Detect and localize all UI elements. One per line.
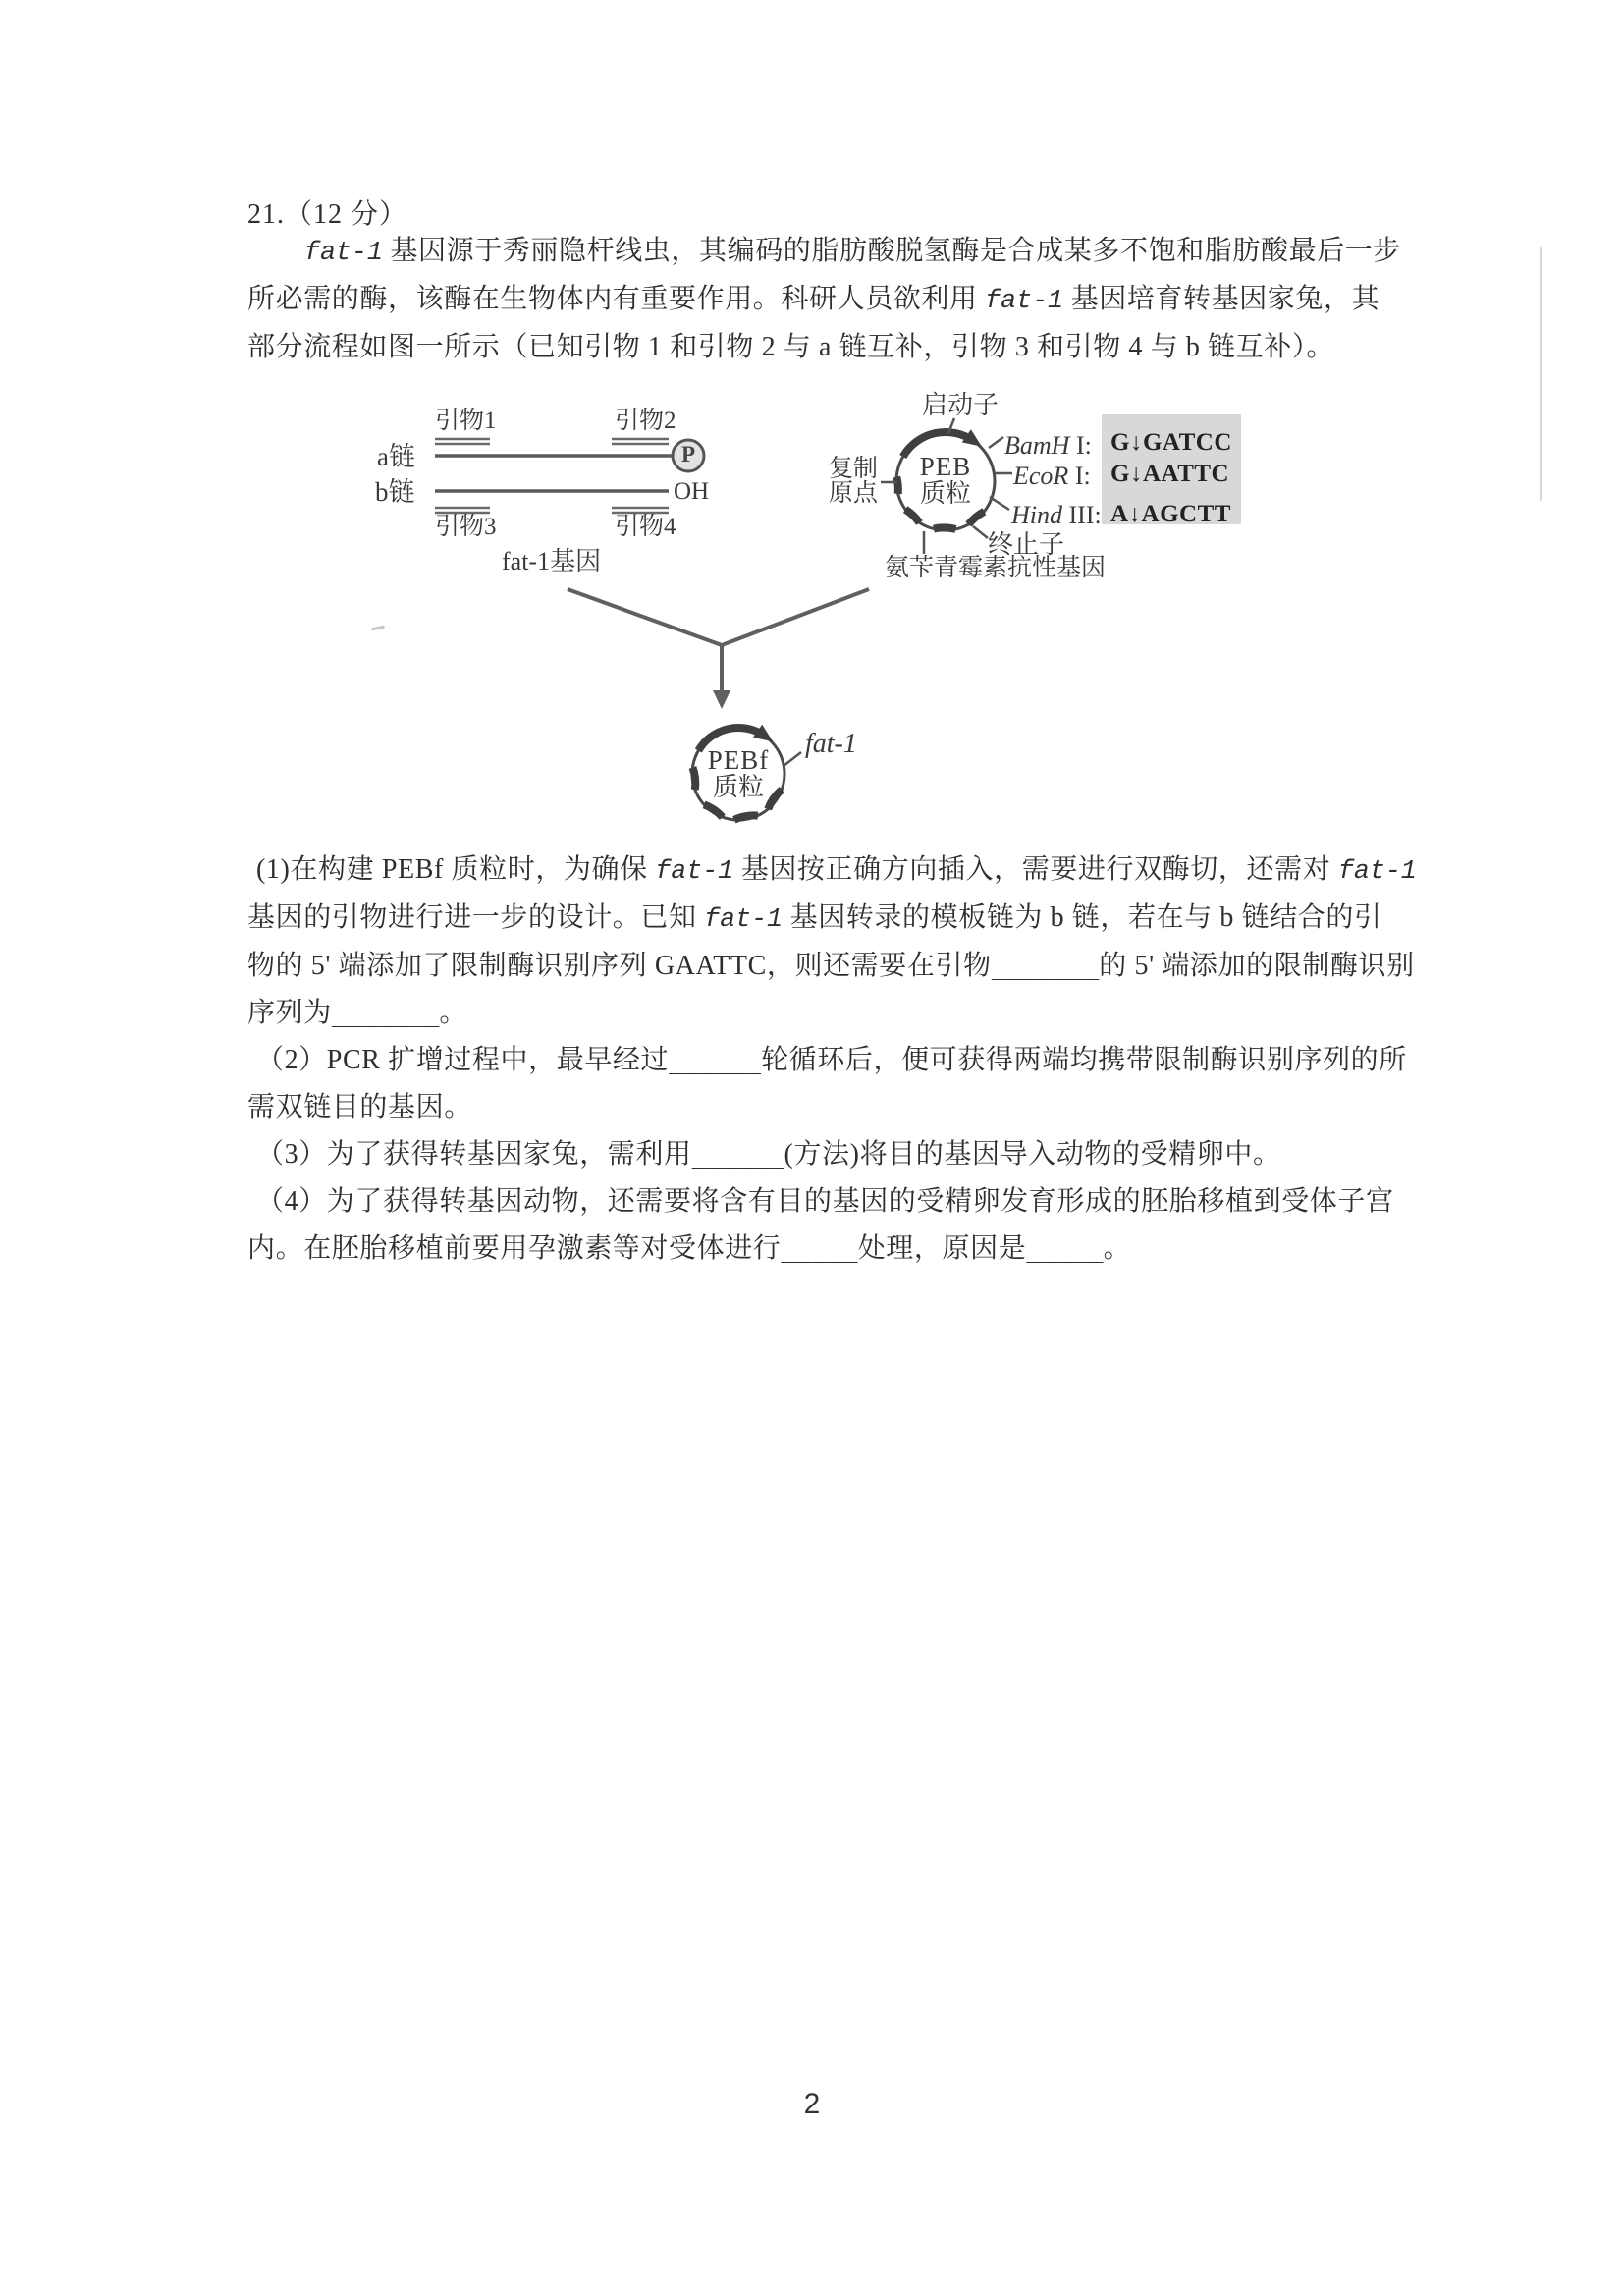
ecori-name: EcoR — [1013, 462, 1069, 490]
fat1-gene-caption: fat-1基因 — [502, 547, 602, 575]
text-segment: 基因按正确方向插入，需要进行双酶切，还需对 — [733, 854, 1338, 885]
oh-label: OH — [674, 478, 710, 505]
answer-blank: _____ — [781, 1234, 858, 1264]
text-segment: 所必需的酶，该酶在生物体内有重要作用。科研人员欲利用 — [247, 284, 986, 314]
text-line — [247, 324, 1401, 371]
ecori-suffix: I: — [1068, 462, 1091, 490]
primer3-label: 引物3 — [435, 514, 497, 540]
peb-name-line2: 质粒 — [919, 479, 971, 508]
ecori-sequence: G↓AATTC — [1110, 461, 1230, 487]
bamhi-sequence: G↓GATCC — [1110, 429, 1232, 456]
text-line — [247, 1226, 1417, 1273]
pebf-name-line1: PEBf — [707, 745, 770, 775]
question-part-2 — [247, 1037, 1417, 1131]
answer-blank: _____ — [1026, 1234, 1104, 1264]
hindiii-suffix: III: — [1062, 501, 1102, 529]
figure-1-linework — [0, 388, 1623, 859]
text-line — [247, 1037, 1417, 1084]
text-segment: （2）PCR 扩增过程中，最早经过 — [256, 1045, 670, 1075]
text-segment: 。 — [439, 998, 467, 1028]
bamhi-name: BamH — [1004, 431, 1070, 460]
hindiii-sequence: A↓AGCTT — [1110, 501, 1231, 527]
gene-name: fat-1 — [985, 286, 1063, 315]
answer-blank: ______ — [669, 1046, 762, 1075]
answer-blank: ______ — [691, 1140, 784, 1170]
origin-label — [821, 457, 878, 506]
strand-b-label: b链 — [375, 477, 415, 507]
flow-arrows — [568, 589, 869, 692]
primer1-label: 引物1 — [435, 408, 497, 434]
fat1-insert-label: fat-1 — [805, 729, 857, 759]
gene-name: fat-1 — [704, 904, 783, 934]
text-segment: 。 — [1103, 1233, 1132, 1264]
text-line — [247, 1084, 1417, 1131]
question-part-3 — [247, 1131, 1417, 1178]
bamhi-label — [1004, 432, 1092, 461]
figure-1 — [0, 388, 1623, 859]
question-number: 21.（12 分） — [247, 199, 408, 230]
text-line — [247, 276, 1401, 324]
primer2-label: 引物2 — [615, 408, 676, 434]
ecori-label — [1013, 463, 1091, 491]
gene-name: fat-1 — [1337, 856, 1417, 886]
text-segment: 需双链目的基因。 — [247, 1092, 472, 1122]
bamhi-suffix: I: — [1069, 431, 1092, 460]
text-segment: 部分流程如图一所示（已知引物 1 和引物 2 与 a 链互补，引物 3 和引物 4 与 b 链互补）。 — [247, 332, 1335, 362]
primer4-label: 引物4 — [615, 514, 676, 540]
hindiii-name: Hind — [1011, 501, 1062, 529]
terminator-label: 终止子 — [988, 530, 1065, 559]
text-segment: 物的 5' 端添加了限制酶识别序列 GAATTC，则还需要在引物 — [247, 951, 992, 981]
promoter-label: 启动子 — [922, 391, 1000, 419]
flow-arrowhead — [713, 690, 730, 709]
text-line — [247, 990, 1417, 1037]
peb-name-line1: PEB — [919, 452, 972, 481]
peb-plasmid-name — [896, 454, 995, 507]
text-segment: 基因培育转基因家兔，其 — [1063, 284, 1380, 314]
text-segment: 内。在胚胎移植前要用孕激素等对受体进行 — [247, 1233, 782, 1264]
pebf-plasmid-name — [689, 747, 787, 800]
resistance-gene-label: 氨苄青霉素抗性基因 — [885, 555, 1107, 581]
answer-blank: _______ — [331, 999, 440, 1028]
text-line — [247, 1178, 1417, 1226]
primer-lines — [435, 439, 669, 513]
text-line — [247, 847, 1417, 895]
origin-label-line2: 原点 — [828, 480, 878, 507]
intro-paragraph — [247, 228, 1401, 371]
page-number: 2 — [803, 2088, 821, 2120]
text-segment: 的 5' 端添加的限制酶识别 — [1099, 951, 1415, 981]
text-segment: （4）为了获得转基因动物，还需要将含有目的基因的受精卵发育形成的胚胎移植到受体子宫 — [256, 1186, 1394, 1217]
text-line — [247, 895, 1417, 943]
text-segment: (1)在构建 PEBf 质粒时，为确保 — [256, 854, 656, 885]
gene-name: fat-1 — [655, 856, 734, 886]
scan-edge-artifact — [1540, 247, 1542, 501]
question-part-1 — [247, 847, 1417, 1037]
text-line — [247, 228, 1401, 276]
origin-label-line1: 复制 — [828, 456, 878, 482]
text-segment: 序列为 — [247, 998, 332, 1028]
gene-name: fat-1 — [304, 238, 383, 267]
text-line — [247, 1131, 1417, 1178]
hindiii-label — [1011, 502, 1102, 530]
dna-strand-lines — [435, 456, 672, 491]
question-part-4 — [247, 1178, 1417, 1273]
text-segment: 基因转录的模板链为 b 链，若在与 b 链结合的引 — [783, 902, 1382, 933]
text-segment: 基因的引物进行进一步的设计。已知 — [247, 902, 705, 933]
text-segment: (方法)将目的基因导入动物的受精卵中。 — [784, 1139, 1281, 1170]
answer-blank: _______ — [991, 952, 1100, 981]
question-body — [247, 847, 1417, 1273]
text-segment: （3）为了获得转基因家兔，需利用 — [256, 1139, 692, 1170]
text-segment: 处理，原因是 — [857, 1233, 1027, 1264]
pebf-name-line2: 质粒 — [712, 773, 764, 801]
text-segment: 基因源于秀丽隐杆线虫，其编码的脂肪酸脱氢酶是合成某多不饱和脂肪酸最后一步 — [382, 236, 1402, 266]
text-line — [247, 943, 1417, 990]
phosphate-label: P — [680, 442, 696, 466]
strand-a-label: a链 — [377, 442, 415, 471]
text-segment: 轮循环后，便可获得两端均携带限制酶识别序列的所 — [761, 1045, 1407, 1075]
